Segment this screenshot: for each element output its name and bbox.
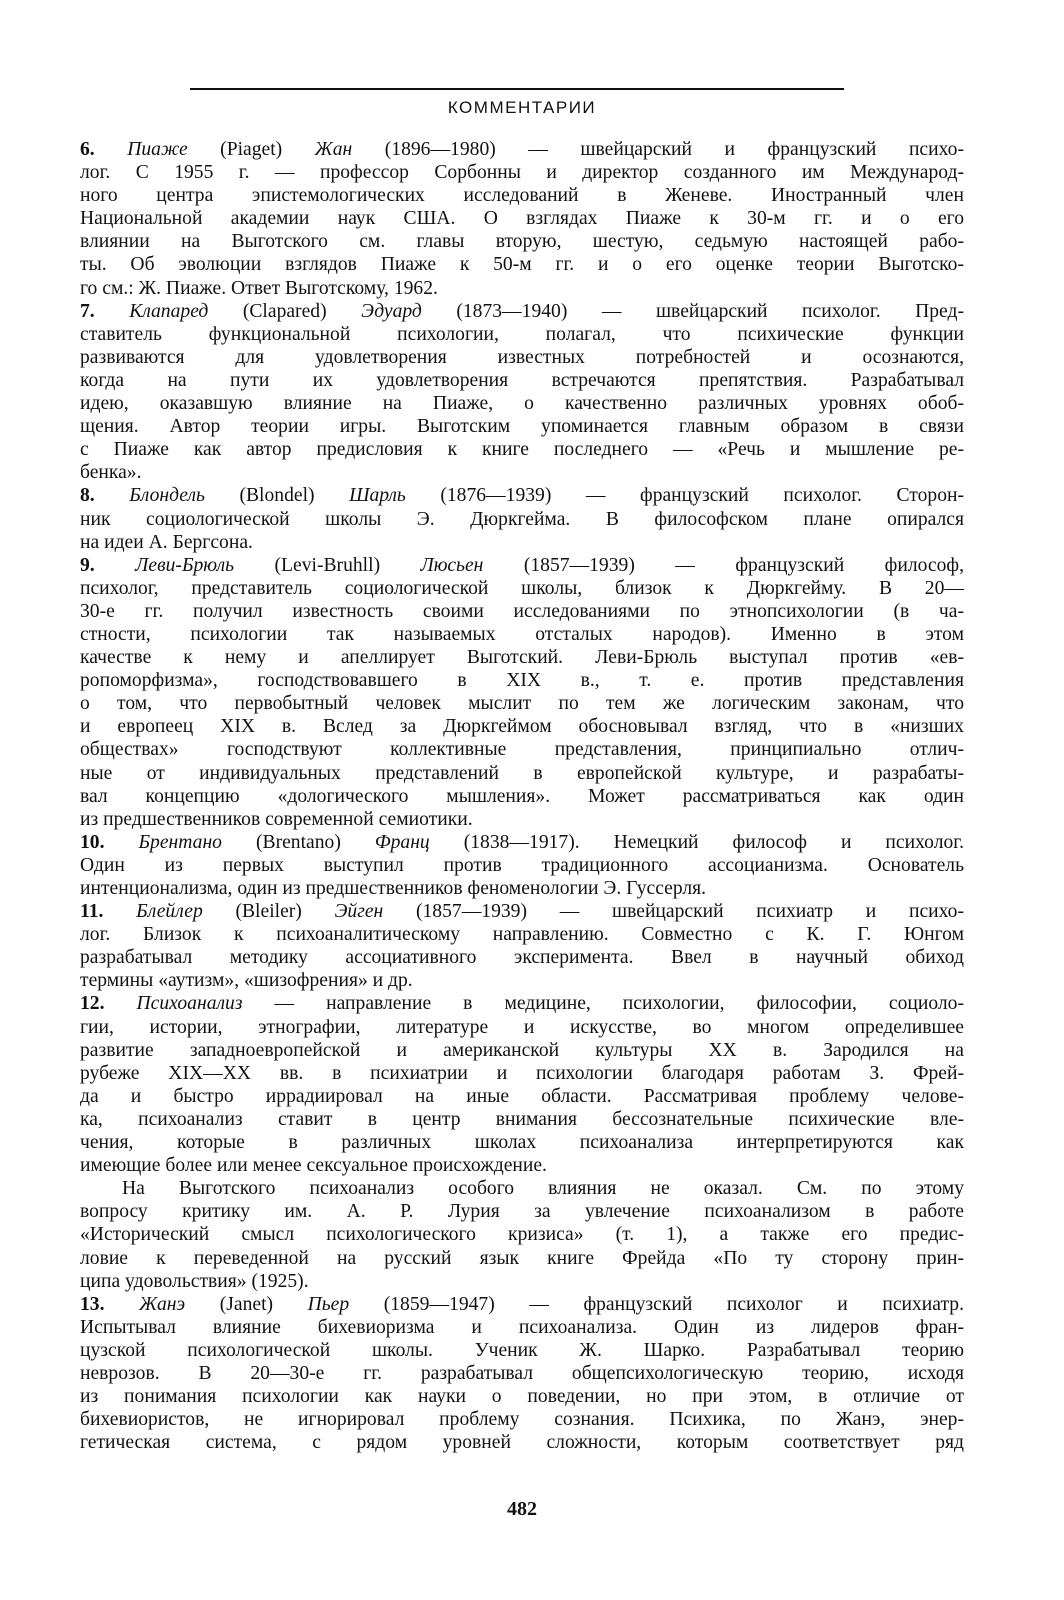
- line-text: вопросу критику им. А. Р. Лурия за увлечение психоанализом в работе: [80, 1201, 964, 1223]
- line-text: идею, оказавшую влияние на Пиаже, о качественно различных уровнях обоб-: [80, 393, 964, 415]
- note-number: 8.: [80, 485, 95, 507]
- line-text: качестве к нему и апеллирует Выготский. Леви-Брюль выступал против «ев-: [80, 647, 964, 669]
- line-text: лог. С 1955 г. — профессор Сорбонны и директор созданного им Международ-: [80, 162, 964, 184]
- note-first-name: Эдуард: [361, 300, 422, 322]
- text-line: [80, 323, 964, 346]
- line-text: на идеи А. Бергсона.: [80, 531, 253, 553]
- text-line: [80, 184, 964, 207]
- text-line: [80, 785, 964, 808]
- line-text: го см.: Ж. Пиаже. Ответ Выготскому, 1962.: [80, 277, 438, 299]
- note-term: Блондель: [129, 485, 205, 507]
- footnote-line-start: [80, 992, 964, 1015]
- note-term: Брентано: [138, 831, 222, 853]
- line-text: гии, истории, этнографии, литературе и искусстве, во многом определившее: [80, 1016, 964, 1038]
- footnote-line-start: [80, 138, 964, 161]
- text-line: [80, 1016, 964, 1039]
- note-number: 6.: [80, 139, 95, 160]
- note-number: 7.: [80, 300, 95, 322]
- text-line: [80, 230, 964, 253]
- note-number: 13.: [80, 1293, 105, 1315]
- text-line: [80, 1177, 964, 1200]
- line-text: рубеже XIX—XX вв. в психиатрии и психологии благодаря работам З. Фрей-: [80, 1062, 964, 1084]
- text-line: [80, 854, 964, 877]
- line-text: интенционализма, один из предшественников феноменологии Э. Гуссерля.: [80, 878, 707, 899]
- text-line: [80, 1362, 964, 1385]
- text-line: [80, 438, 964, 461]
- note-first-name: Шарль: [349, 485, 406, 507]
- line-text: ного центра эпистемологических исследований в Женеве. Иностранный член: [80, 185, 964, 207]
- line-text: и европеец XIX в. Вслед за Дюркгеймом обосновывал взгляд, что в «низших: [80, 716, 964, 738]
- line-text: из понимания психологии как науки о поведении, но при этом, в отличие от: [80, 1386, 964, 1408]
- text-line: [80, 923, 964, 946]
- text-line: [80, 1154, 964, 1177]
- footnote-line-start: [80, 831, 964, 854]
- note-first-name: Эйген: [334, 901, 384, 923]
- text-line: [80, 207, 964, 230]
- text-line: [80, 715, 964, 738]
- note-first-name: Франц: [374, 831, 430, 853]
- line-text: ка, психоанализ ставит в центр внимания бессознательные психические вле-: [80, 1108, 964, 1130]
- text-line: [80, 1223, 964, 1246]
- line-text: щения. Автор теории игры. Выготским упоминается главным образом в связи: [80, 416, 964, 438]
- line-text: когда на пути их удовлетворения встречаются препятствия. Разрабатывал: [80, 369, 964, 391]
- text-line: [80, 392, 964, 415]
- note-term: Леви-Брюль: [135, 554, 235, 576]
- text-line: [80, 692, 964, 715]
- line-text: ропоморфизма», господствовавшего в XIX в., т. е. против представления: [80, 670, 964, 692]
- line-text: (1857—1939) — швейцарский психиатр и психо-: [383, 901, 965, 923]
- line-text: имеющие более или менее сексуальное происхождение.: [80, 1155, 547, 1177]
- line-text: обществах» господствуют коллективные представления, принципиально отлич-: [80, 739, 964, 761]
- text-line: [80, 808, 964, 831]
- text-line: [80, 1200, 964, 1223]
- line-text: с Пиаже как автор предисловия к книге последнего — «Речь и мышление ре-: [80, 439, 964, 461]
- text-line: [80, 1085, 964, 1108]
- note-number: 9.: [80, 554, 95, 576]
- note-latin-name: (Clapared): [208, 300, 362, 322]
- line-text: (1873—1940) — швейцарский психолог. Пред-: [421, 300, 964, 322]
- text-line: [80, 623, 964, 646]
- footnote-line-start: [80, 1293, 964, 1316]
- text-line: [80, 1339, 964, 1362]
- line-text: Испытывал влияние бихевиоризма и психоанализа. Один из лидеров фран-: [80, 1316, 964, 1338]
- note-first-name: Пьер: [307, 1293, 350, 1315]
- note-number: 11.: [80, 901, 104, 923]
- line-text: (1876—1939) — французский психолог. Сторон-: [405, 485, 964, 507]
- line-text: ные от индивидуальных представлений в европейской культуре, и разрабаты-: [80, 762, 964, 784]
- text-line: [80, 600, 964, 623]
- line-text: термины «аутизм», «шизофрения» и др.: [80, 970, 413, 992]
- line-text: цузской психологической школы. Ученик Ж. Шарко. Разрабатывал теорию: [80, 1339, 964, 1361]
- line-text: Один из первых выступил против традиционного ассоцианизма. Основатель: [80, 854, 964, 876]
- line-text: развитие западноевропейской и американской культуры XX в. Зародился на: [80, 1039, 964, 1061]
- footnote-line-start: [80, 300, 964, 323]
- note-number: 10.: [80, 831, 105, 853]
- text-line: [80, 461, 964, 484]
- text-line: [80, 738, 964, 761]
- line-text: (1896—1980) — швейцарский и французский психо-: [352, 139, 964, 160]
- text-line: [80, 277, 964, 300]
- page-number: 482: [507, 1498, 537, 1520]
- note-latin-name: (Brentano): [221, 831, 375, 853]
- line-text: бенка».: [80, 462, 142, 484]
- note-latin-name: (Piaget): [187, 139, 315, 160]
- text-line: [80, 415, 964, 438]
- line-text: — направление в медицине, психологии, философии, социоло-: [242, 993, 964, 1015]
- note-term: Блейлер: [136, 901, 203, 923]
- line-text: На Выготского психоанализ особого влияния не оказал. См. по этому: [122, 1178, 964, 1200]
- note-term: Психоанализ: [136, 993, 243, 1015]
- line-text: разрабатывал методику ассоциативного эксперимента. Ввел в научный обиход: [80, 947, 964, 969]
- text-line: [80, 369, 964, 392]
- note-latin-name: (Levi-Bruhll): [234, 554, 421, 576]
- text-line: [80, 1431, 964, 1454]
- text-line: [80, 577, 964, 600]
- line-text: ципа удовольствия» (1925).: [80, 1270, 309, 1292]
- line-text: развиваются для удовлетворения известных потребностей и осознаются,: [80, 346, 964, 368]
- text-line: [80, 1247, 964, 1270]
- text-line: [80, 1131, 964, 1154]
- line-text: Национальной академии наук США. О взглядах Пиаже к 30-м гг. и о его: [80, 208, 964, 230]
- text-line: [80, 969, 964, 992]
- note-term: Клапаред: [129, 300, 209, 322]
- line-text: да и быстро иррадиировал на иные области. Рассматривая проблему челове-: [80, 1085, 964, 1107]
- line-text: гетическая система, с рядом уровней сложности, которым соответствует ряд: [80, 1432, 964, 1454]
- note-term: Пиаже: [127, 139, 188, 160]
- note-latin-name: (Bleiler): [202, 901, 335, 923]
- line-text: психолог, представитель социологической школы, близок к Дюркгейму. В 20—: [80, 577, 964, 599]
- line-text: ник социологической школы Э. Дюркгейма. В философском плане опирался: [80, 508, 964, 530]
- text-line: [80, 877, 964, 900]
- line-text: неврозов. В 20—30-е гг. разрабатывал общепсихологическую теорию, исходя: [80, 1362, 964, 1384]
- line-text: «Исторический смысл психологического кризиса» (т. 1), а также его предис-: [80, 1224, 964, 1246]
- line-text: стности, психологии так называемых отсталых народов). Именно в этом: [80, 623, 964, 645]
- header-rule: [190, 88, 844, 90]
- note-first-name: Жан: [314, 139, 353, 160]
- line-text: из предшественников современной семиотики.: [80, 808, 473, 830]
- note-number: 12.: [80, 993, 105, 1015]
- note-latin-name: (Blondel): [204, 485, 350, 507]
- note-term: Жанэ: [139, 1293, 186, 1315]
- line-text: ловие к переведенной на русский язык книге Фрейда «По ту сторону прин-: [80, 1247, 964, 1269]
- text-line: [80, 1408, 964, 1431]
- text-line: [80, 1039, 964, 1062]
- text-line: [80, 346, 964, 369]
- line-text: ты. Об эволюции взглядов Пиаже к 50-м гг. и о его оценке теории Выготско-: [80, 254, 964, 276]
- line-text: бихевиористов, не игнорировал проблему сознания. Психика, по Жанэ, энер-: [80, 1409, 964, 1431]
- text-line: [80, 1270, 964, 1293]
- commentary-text: [80, 138, 964, 1454]
- running-header: КОММЕНТАРИИ: [447, 98, 597, 117]
- text-line: [80, 531, 964, 554]
- text-line: [80, 669, 964, 692]
- text-line: [80, 253, 964, 276]
- line-text: чения, которые в различных школах психоанализа интерпретируются как: [80, 1132, 964, 1154]
- footnote-line-start: [80, 554, 964, 577]
- text-line: [80, 762, 964, 785]
- line-text: о том, что первобытный человек мыслит по тем же логическим законам, что: [80, 693, 964, 715]
- line-text: влиянии на Выготского см. главы вторую, шестую, седьмую настоящей рабо-: [80, 231, 964, 253]
- line-text: (1857—1939) — французский философ,: [483, 554, 964, 576]
- text-line: [80, 646, 964, 669]
- page: [80, 0, 964, 1600]
- footnote-line-start: [80, 900, 964, 923]
- text-line: [80, 1385, 964, 1408]
- line-text: вал концепцию «дологического мышления». Может рассматриваться как один: [80, 785, 964, 807]
- line-text: ставитель функциональной психологии, полагал, что психические функции: [80, 323, 964, 345]
- text-line: [80, 946, 964, 969]
- text-line: [80, 1062, 964, 1085]
- line-text: (1838—1917). Немецкий философ и психолог.: [429, 831, 964, 853]
- line-text: 30-е гг. получил известность своими исследованиями по этнопсихологии (в ча-: [80, 600, 964, 622]
- line-text: лог. Близок к психоаналитическому направлению. Совместно с К. Г. Юнгом: [80, 924, 964, 946]
- note-first-name: Люсьен: [420, 554, 484, 576]
- text-line: [80, 1108, 964, 1131]
- text-line: [80, 161, 964, 184]
- text-line: [80, 508, 964, 531]
- footnote-line-start: [80, 484, 964, 507]
- line-text: (1859—1947) — французский психолог и психиатр.: [349, 1293, 964, 1315]
- note-latin-name: (Janet): [185, 1293, 308, 1315]
- text-line: [80, 1316, 964, 1339]
